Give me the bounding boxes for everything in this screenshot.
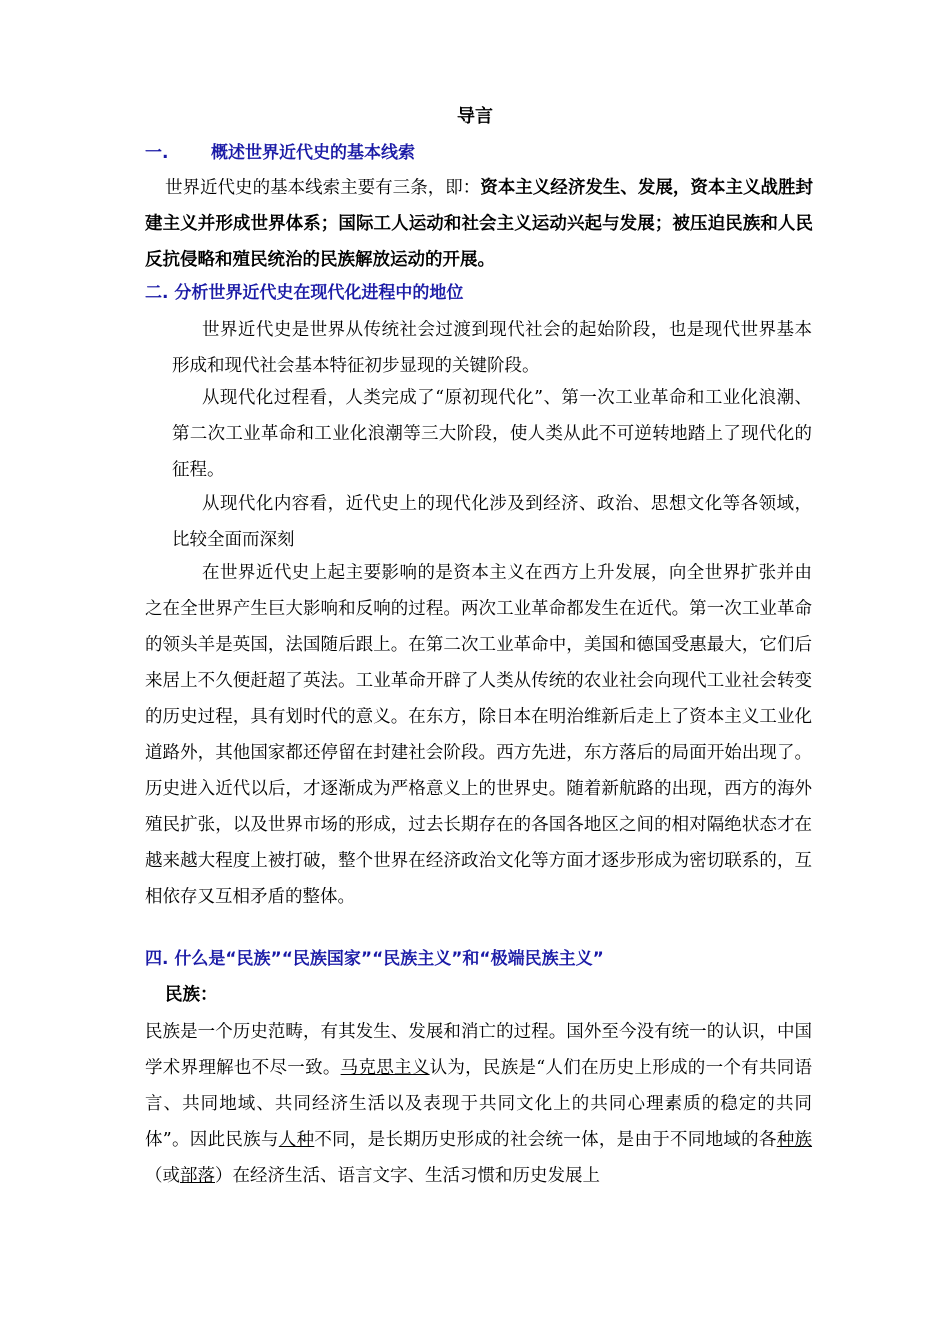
section-four-body <box>145 1014 812 1194</box>
section-four-text-3: 不同，是长期历史形成的社会统一体，是由于不同地域的各 <box>314 1130 777 1150</box>
section-two-p1 <box>172 312 812 384</box>
section-one-number: 一. <box>145 143 169 163</box>
section-one-body <box>145 170 813 278</box>
section-two-paragraph-2: 从现代化过程看，人类完成了“原初现代化”、第一次工业革命和工业化浪潮、第二次工业革命和工业化浪潮等三大阶段，使人类从此不可逆转地踏上了现代化的征程。 <box>172 388 812 480</box>
page-title: 导言 <box>457 106 493 127</box>
section-two-p4 <box>145 555 812 915</box>
section-one-heading-text: 概述世界近代史的基本线索 <box>211 143 415 163</box>
section-four-heading: 四. 什么是“民族”“民族国家”“民族主义”和“极端民族主义” <box>145 949 604 969</box>
section-two-p2 <box>172 380 812 488</box>
link-marxism[interactable]: 马克思主义 <box>340 1058 430 1078</box>
link-race[interactable]: 人种 <box>278 1130 315 1150</box>
section-two-paragraph-1: 世界近代史是世界从传统社会过渡到现代社会的起始阶段，也是现代世界基本形成和现代社会基本特征初步显现的关键阶段。 <box>172 320 812 376</box>
section-two-p3 <box>172 486 812 558</box>
section-four-paragraph <box>145 1014 812 1194</box>
section-two-paragraph-4: 在世界近代史上起主要影响的是资本主义在西方上升发展，向全世界扩张并由之在全世界产生巨大影响和反响的过程。两次工业革命都发生在近代。第一次工业革命的领头羊是英国，法国随后跟上。在第二次工业革命中，美国和德国受惠最大，它们后来居上不久便赶超了英法。工业革命开辟了人类从传统的农业社会向现代工业社会转变的历史过程，具有划时代的意义。在东方，除日本在明治维新后走上了资本主义工业化道路外，其他国家都还停留在封建社会阶段。西方先进，东方落后的局面开始出现了。历史进入近代以后，才逐渐成为严格意义上的世界史。随着新航路的出现，西方的海外殖民扩张，以及世界市场的形成，过去长期存在的各国各地区之间的相对隔绝状态才在越来越大程度上被打破，整个世界在经济政治文化等方面才逐步形成为密切联系的，互相依存又互相矛盾的整体。 <box>145 563 812 907</box>
section-four-text-1: 民族是一个历史范畴，有其发生、发展和消亡的过程。国外至今没有统一的认识，中国学术界理解也不尽一致。 <box>145 1022 812 1078</box>
section-two-heading: 二. 分析世界近代史在现代化进程中的地位 <box>145 283 464 303</box>
section-four-text-5: ）在经济生活、语言文字、生活习惯和历史发展上 <box>215 1166 600 1186</box>
section-one-heading <box>145 138 825 168</box>
section-four-subhead: 民族： <box>165 985 218 1005</box>
section-four-text-4: （或 <box>145 1166 180 1186</box>
link-tribe[interactable]: 部落 <box>180 1166 215 1186</box>
section-two-paragraph-3: 从现代化内容看，近代史上的现代化涉及到经济、政治、思想文化等各领域，比较全面而深刻 <box>172 494 812 550</box>
link-ethnic-group[interactable]: 种族 <box>776 1130 813 1150</box>
section-four-text-2: 认为，民族是“人们在历史上形成的一个有共同语言、共同地域、共同经济生活以及表现于共同文化上的共同心理素质的稳定的共同体”。因此民族与 <box>145 1058 813 1150</box>
section-one-bold-text: 资本主义经济发生、发展，资本主义战胜封建主义并形成世界体系；国际工人运动和社会主义运动兴起与发展；被压迫民族和人民反抗侵略和殖民统治的民族解放运动的开展。 <box>145 178 813 270</box>
section-one-intro: 世界近代史的基本线索主要有三条，即： <box>165 178 481 198</box>
section-one-paragraph <box>145 170 813 278</box>
